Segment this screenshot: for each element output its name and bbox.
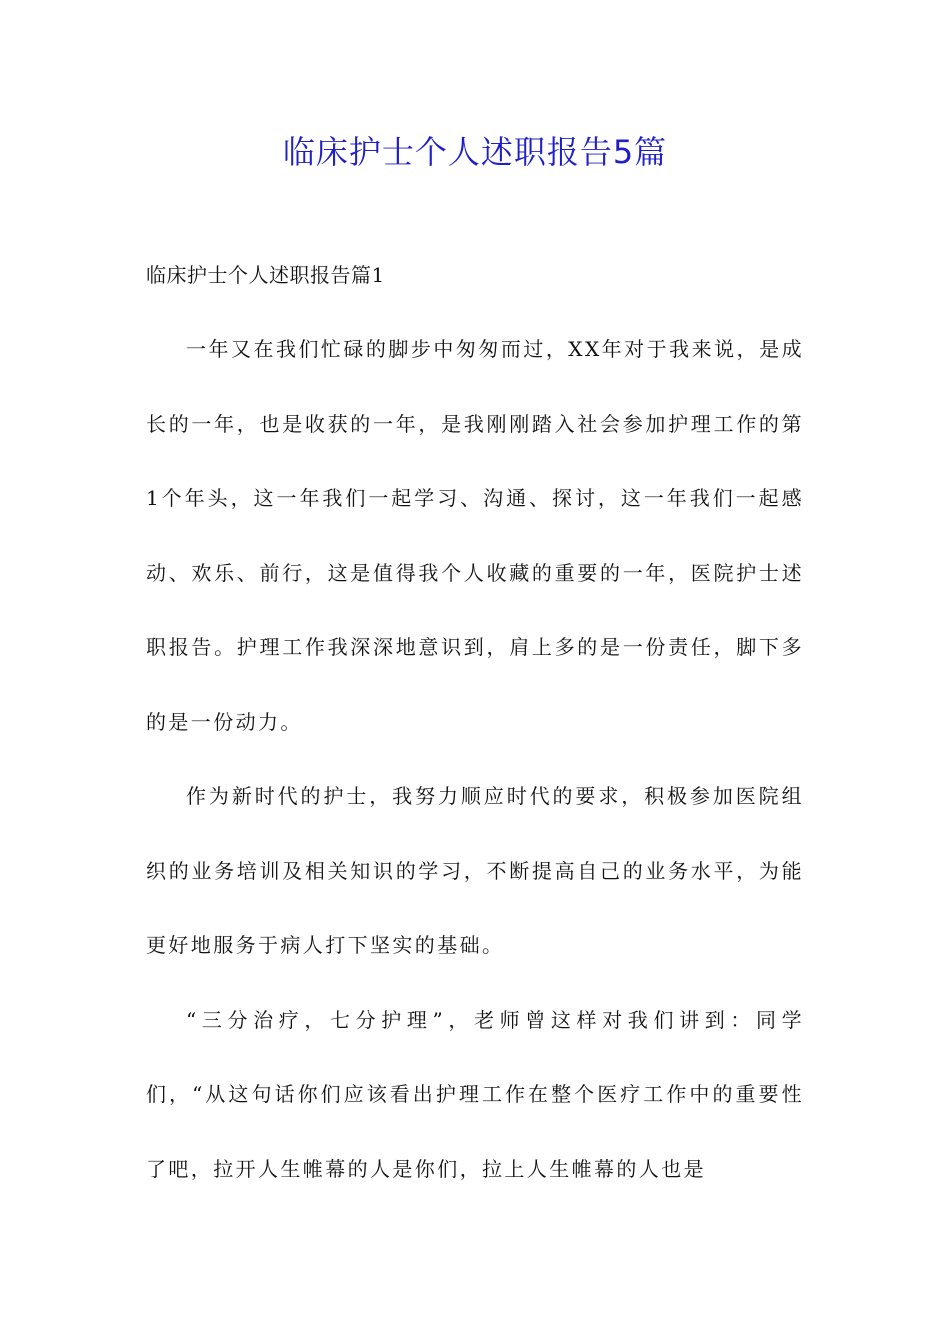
paragraph-1: 一年又在我们忙碌的脚步中匆匆而过，XX年对于我来说，是成长的一年，也是收获的一年，是我刚刚踏入社会参加护理工作的第1个年头，这一年我们一起学习、沟通、探讨，这一年我们一起感动、欢乐、前行，这是值得我个人收藏的重要的一年，医院护士述职报告。护理工作我深深地意识到，肩上多的是一份责任，脚下多的是一份动力。	[146, 337, 804, 734]
document-title: 临床护士个人述职报告5篇	[282, 133, 668, 171]
document-body	[146, 238, 804, 1206]
paragraph-3: “三分治疗，七分护理”，老师曾这样对我们讲到：同学们，“从这句话你们应该看出护理工作在整个医疗工作中的重要性了吧，拉开人生帷幕的人是你们，拉上人生帷幕的人也是	[146, 1007, 804, 1181]
paragraph-2: 作为新时代的护士，我努力顺应时代的要求，积极参加医院组织的业务培训及相关知识的学习，不断提高自己的业务水平，为能更好地服务于病人打下坚实的基础。	[146, 784, 804, 957]
section-heading: 临床护士个人述职报告篇1	[146, 263, 385, 287]
